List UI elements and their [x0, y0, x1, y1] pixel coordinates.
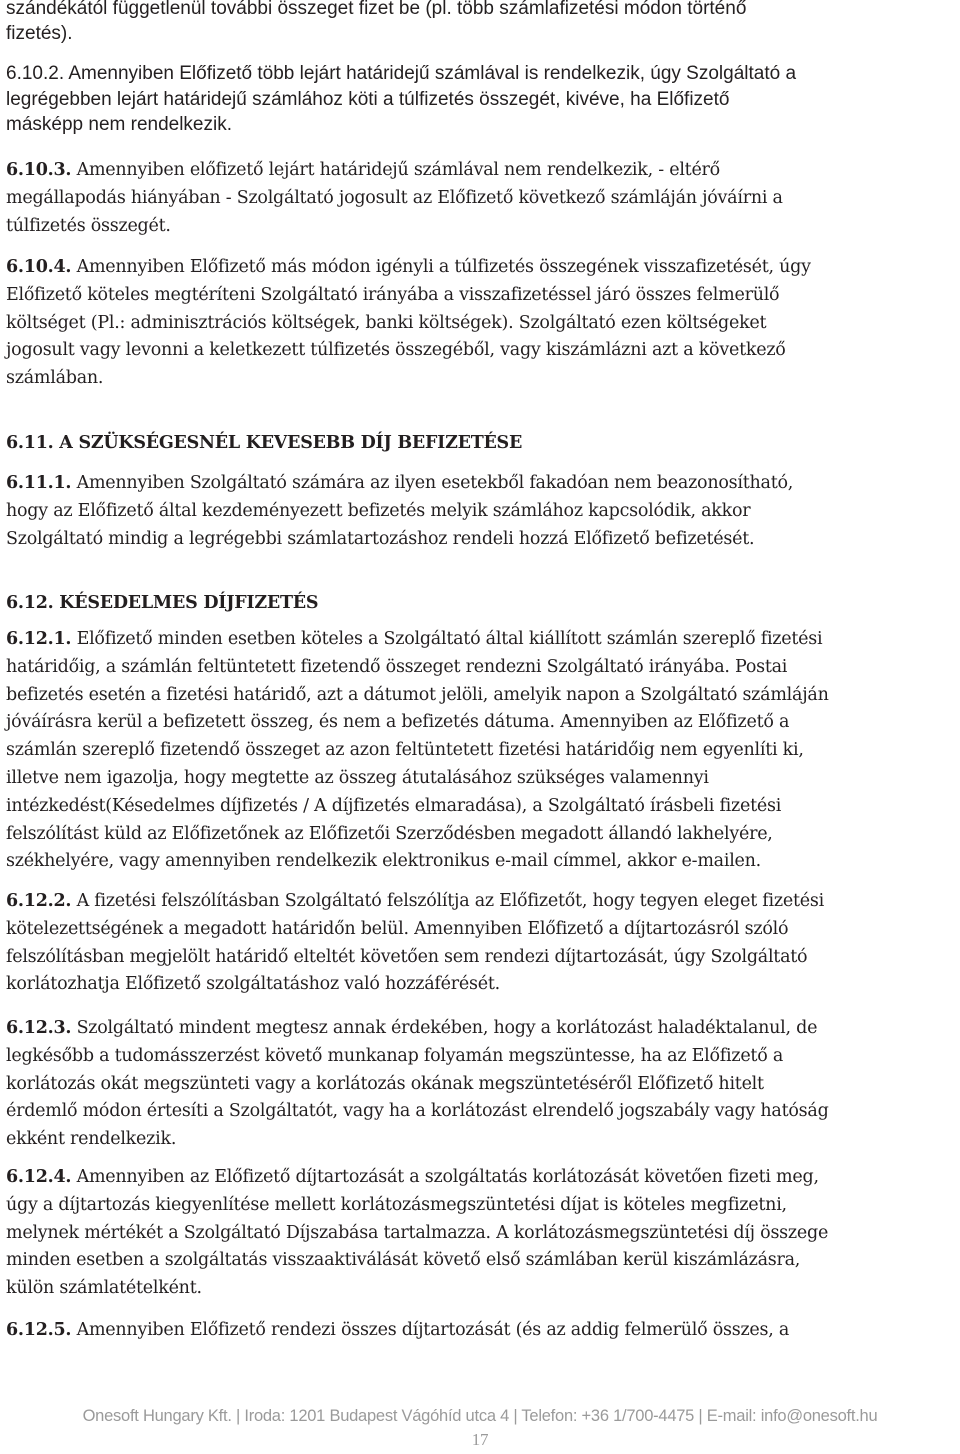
paragraph-line: külön számlatételként. [6, 1278, 202, 1299]
section-number: 6.10.4. [6, 257, 72, 277]
section-heading: 6.12. KÉSEDELMES DÍJFIZETÉS [6, 593, 319, 613]
section-6-12-2 [6, 888, 958, 999]
paragraph-line: legkésőbb a tudomásszerzést követő munkanap folyamán megszüntesse, ha az Előfizető a [6, 1045, 784, 1066]
section-number: 6.12.5. [6, 1320, 72, 1340]
paragraph-line: megállapodás hiányában - Szolgáltató jogosult az Előfizető következő számláján jóváírni a [6, 187, 783, 208]
paragraph-line: korlátozhatja Előfizető szolgáltatáshoz való hozzáférését. [6, 974, 500, 995]
section-heading-6-12 [6, 590, 958, 618]
paragraph-line: Előfizető köteles megtéríteni Szolgáltató irányába a visszafizetéssel járó összes felmerülő [6, 284, 780, 305]
section-number: 6.12.4. [6, 1167, 72, 1187]
section-6-10-2 [6, 61, 958, 138]
page-number: 17 [471, 1430, 489, 1449]
section-number: 6.12.2. [6, 891, 72, 911]
section-number: 6.10.2. [6, 63, 65, 84]
paragraph-line: számlán szereplő fizetendő összeget az azon feltüntetett fizetési határidőig nem egyenlíti ki, [6, 740, 804, 761]
paragraph-line: felszólításban megjelölt határidő elteltét követően sem rendezi díjtartozását, úgy Szolgáltató [6, 946, 808, 967]
paragraph-line: Amennyiben az Előfizető díjtartozását a szolgáltatás korlátozását követően fizeti meg, [76, 1167, 819, 1187]
paragraph-line: költséget (Pl.: adminisztrációs költségek, banki költségek). Szolgáltató ezen költségeket [6, 312, 767, 333]
paragraph-line: szándékától függetlenül további összeget fizet be (pl. több számlafizetési módon történő [6, 0, 747, 19]
section-6-11-1 [6, 470, 958, 553]
paragraph-line: úgy a díjtartozás kiegyenlítése mellett korlátozásmegszüntetési díjat is köteles megfizetni, [6, 1194, 787, 1215]
section-6-10-3 [6, 157, 958, 240]
paragraph-line: korlátozás okát megszünteti vagy a korlátozás okának megszüntetéséről Előfizető hitelt [6, 1073, 764, 1094]
paragraph-line: hogy az Előfizető által kezdeményezett befizetés melyik számlához kapcsolódik, akkor [6, 500, 751, 521]
paragraph-line: kötelezettségének a megadott határidőn belül. Amennyiben Előfizető a díjtartozásról szóló [6, 918, 789, 939]
section-6-10-4 [6, 254, 958, 393]
paragraph-line: A fizetési felszólításban Szolgáltató felszólítja az Előfizetőt, hogy tegyen eleget fizetési [76, 891, 824, 911]
section-6-12-1 [6, 626, 958, 876]
section-6-12-4 [6, 1164, 958, 1303]
paragraph-line: fizetés). [6, 23, 73, 44]
section-6-12-3 [6, 1015, 958, 1154]
paragraph-line: túlfizetés összegét. [6, 215, 171, 236]
paragraph-line: Amennyiben Előfizető több lejárt határidejű számlával is rendelkezik, úgy Szolgáltató a [68, 63, 797, 84]
paragraph-line: Amennyiben előfizető lejárt határidejű számlával nem rendelkezik, - eltérő [76, 160, 720, 180]
paragraph-line: határidőig, a számlán feltüntetett fizetendő összeget rendezni Szolgáltató irányába. Postai [6, 656, 788, 677]
footer-contact: Onesoft Hungary Kft. | Iroda: 1201 Budapest Vágóhíd utca 4 | Telefon: +36 1/700-4475 | E-mail: info@onesoft.hu [82, 1407, 878, 1425]
paragraph-line: ekként rendelkezik. [6, 1129, 177, 1150]
paragraph-line: érdemlő módon értesíti a Szolgáltatót, vagy ha a korlátozást elrendelő jogszabály vagy hatóság [6, 1101, 829, 1122]
paragraph-line: befizetés esetén a fizetési határidő, azt a dátumot jelöli, amelyik napon a Szolgáltató számláján [6, 684, 829, 705]
paragraph-line: legrégebben lejárt határidejű számlához köti a túlfizetés összegét, kivéve, ha Előfizető [6, 88, 730, 110]
section-number: 6.12.1. [6, 629, 72, 649]
paragraph-line: minden esetben a szolgáltatás visszaaktiválását követő első számlában kerül kiszámlázásra, [6, 1250, 801, 1271]
section-number: 6.12.3. [6, 1018, 72, 1038]
paragraph-line: számlában. [6, 368, 104, 389]
section-heading: 6.11. A SZÜKSÉGESNÉL KEVESEBB DÍJ BEFIZETÉSE [6, 433, 523, 453]
paragraph-line: jogosult vagy levonni a keletkezett túlfizetés összegéből, vagy kiszámlázni azt a következő [6, 340, 786, 361]
paragraph-line: székhelyére, vagy amennyiben rendelkezik elektronikus e-mail címmel, akkor e-mailen. [6, 851, 761, 872]
paragraph-line: Amennyiben Előfizető más módon igényli a túlfizetés összegének visszafizetését, úgy [76, 257, 811, 277]
section-6-12-5 [6, 1317, 958, 1345]
paragraph-line: melynek mértékét a Szolgáltató Díjszabása tartalmazza. A korlátozásmegszüntetési díj összege [6, 1222, 829, 1243]
paragraph-line: Szolgáltató mindent megtesz annak érdekében, hogy a korlátozást haladéktalanul, de [76, 1018, 818, 1038]
paragraph-line: felszólítást küld az Előfizetőnek az Előfizetői Szerződésben megadott állandó lakhelyére, [6, 823, 773, 844]
paragraph-line: illetve nem igazolja, hogy megtette az összeg átutalásához szükséges valamennyi [6, 767, 709, 788]
paragraph-line: Előfizető minden esetben köteles a Szolgáltató által kiállított számlán szereplő fizetési [76, 629, 823, 649]
paragraph-line: Amennyiben Szolgáltató számára az ilyen esetekből fakadóan nem beazonosítható, [76, 473, 794, 493]
paragraph-line: Amennyiben Előfizető rendezi összes díjtartozását (és az addig felmerülő összes, a [76, 1320, 790, 1340]
paragraph-line: jóváírásra kerül a befizetett összeg, és nem a befizetés dátuma. Amennyiben az Előfizető a [6, 712, 790, 733]
section-number: 6.11.1. [6, 473, 72, 493]
section-number: 6.10.3. [6, 160, 72, 180]
section-heading-6-11 [6, 430, 958, 458]
paragraph-line: intézkedést(Késedelmes díjfizetés / A díjfizetés elmaradása), a Szolgáltató írásbeli fizetési [6, 795, 782, 816]
paragraph-line: másképp nem rendelkezik. [6, 114, 232, 135]
paragraph-line: Szolgáltató mindig a legrégebbi számlatartozáshoz rendeli hozzá Előfizető befizetését. [6, 528, 755, 549]
continued-paragraph [6, 0, 956, 46]
